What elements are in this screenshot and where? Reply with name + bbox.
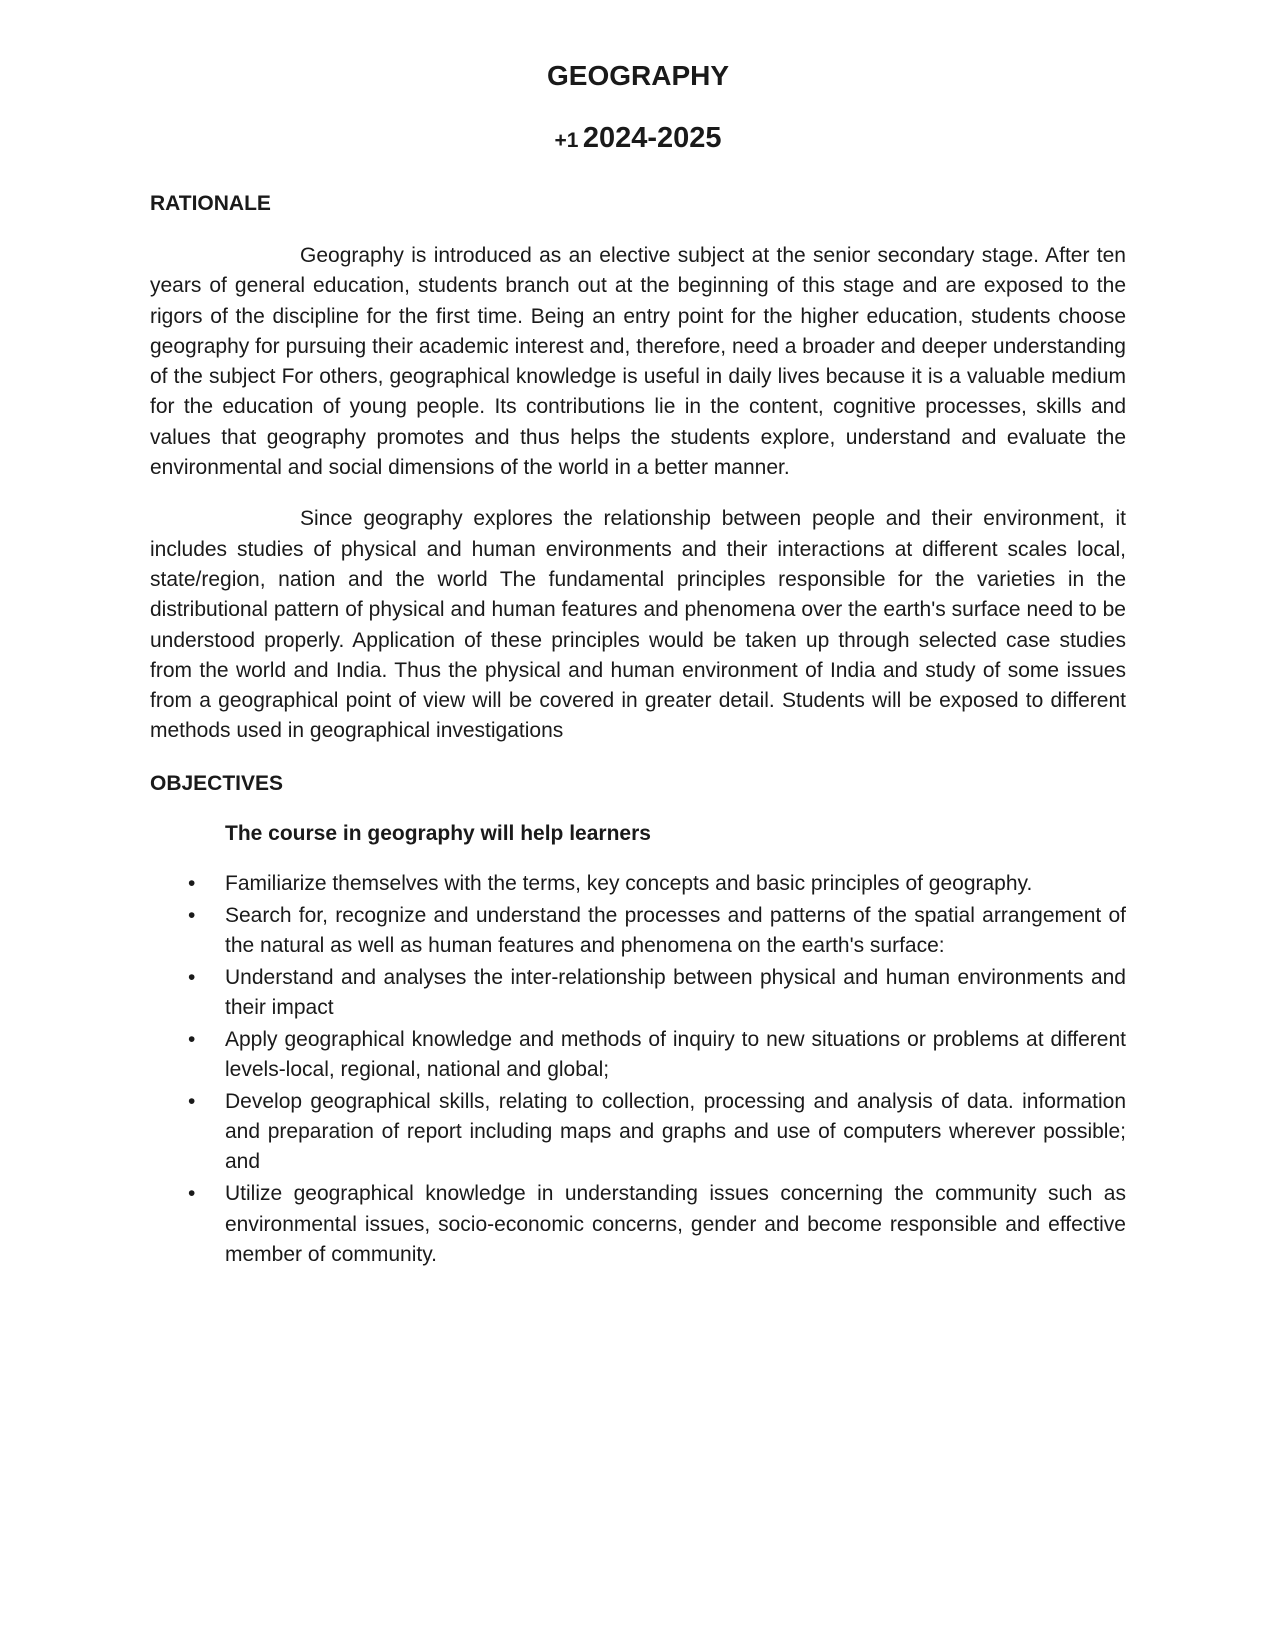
objective-text: Familiarize themselves with the terms, key concepts and basic principles of geography. — [225, 871, 1033, 895]
objectives-lead: The course in geography will help learners — [225, 821, 651, 845]
objective-text: Develop geographical skills, relating to collection, processing and analysis of data. information and preparation of report including maps and graphs and use of computers wherever possible; and — [225, 1089, 1126, 1174]
objective-item — [150, 963, 1126, 1024]
year-range: 2024-2025 — [582, 122, 722, 154]
objective-item — [150, 869, 1126, 899]
objective-text: Search for, recognize and understand the processes and patterns of the spatial arrangement of the natural as well as human features and phenomena on the earth's surface: — [225, 903, 1126, 957]
objective-item — [150, 1087, 1126, 1178]
objective-item — [150, 1179, 1126, 1270]
objective-item — [150, 901, 1126, 962]
objectives-list — [150, 869, 1126, 1270]
rationale-heading: RATIONALE — [150, 192, 271, 215]
rationale-paragraph-2: Since geography explores the relationship between people and their environment, it includes studies of physical and human environments and their interactions at different scales local, state/region, nation and the world The fundamental principles responsible for the varieties in the distributional pattern of physical and human features and phenomena over the earth's surface need to be understood properly. Application of these principles would be taken up through selected case studies from the world and India. Thus the physical and human environment of India and study of some issues from a geographical point of view will be covered in greater detail. Students will be exposed to different methods used in geographical investigations — [150, 507, 1126, 743]
document-page — [150, 52, 1126, 1272]
bullet-icon: • — [188, 1089, 196, 1113]
objective-text: Utilize geographical knowledge in understanding issues concerning the community such as environmental issues, socio-economic concerns, gender and become responsible and effective member of community. — [225, 1182, 1126, 1266]
rationale-paragraph-1: Geography is introduced as an elective subject at the senior secondary stage. After ten years of general education, students branch out at the beginning of this stage and are exposed to the rigors of the discipline for the first time. Being an entry point for the higher education, students choose geography for pursuing their academic interest and, therefore, need a broader and deeper understanding of the subject For others, geographical knowledge is useful in daily lives because it is a valuable medium for the education of young people. Its contributions lie in the content, cognitive processes, skills and values that geography promotes and thus helps the students explore, understand and evaluate the environmental and social dimensions of the world in a better manner. — [150, 244, 1126, 480]
bullet-icon: • — [188, 1027, 196, 1051]
document-title: GEOGRAPHY — [546, 60, 730, 91]
objective-item — [150, 1025, 1126, 1086]
objectives-heading: OBJECTIVES — [150, 771, 284, 795]
objective-text: Understand and analyses the inter-relationship between physical and human environments and their impact — [225, 965, 1126, 1019]
bullet-icon: • — [188, 903, 196, 927]
academic-year — [150, 114, 1126, 167]
bullet-icon: • — [188, 965, 196, 989]
bullet-icon: • — [188, 871, 196, 895]
grade-label: +1 — [554, 129, 579, 152]
objective-text: Apply geographical knowledge and methods of inquiry to new situations or problems at different levels-local, regional, national and global; — [225, 1027, 1126, 1082]
bullet-icon: • — [188, 1182, 196, 1206]
